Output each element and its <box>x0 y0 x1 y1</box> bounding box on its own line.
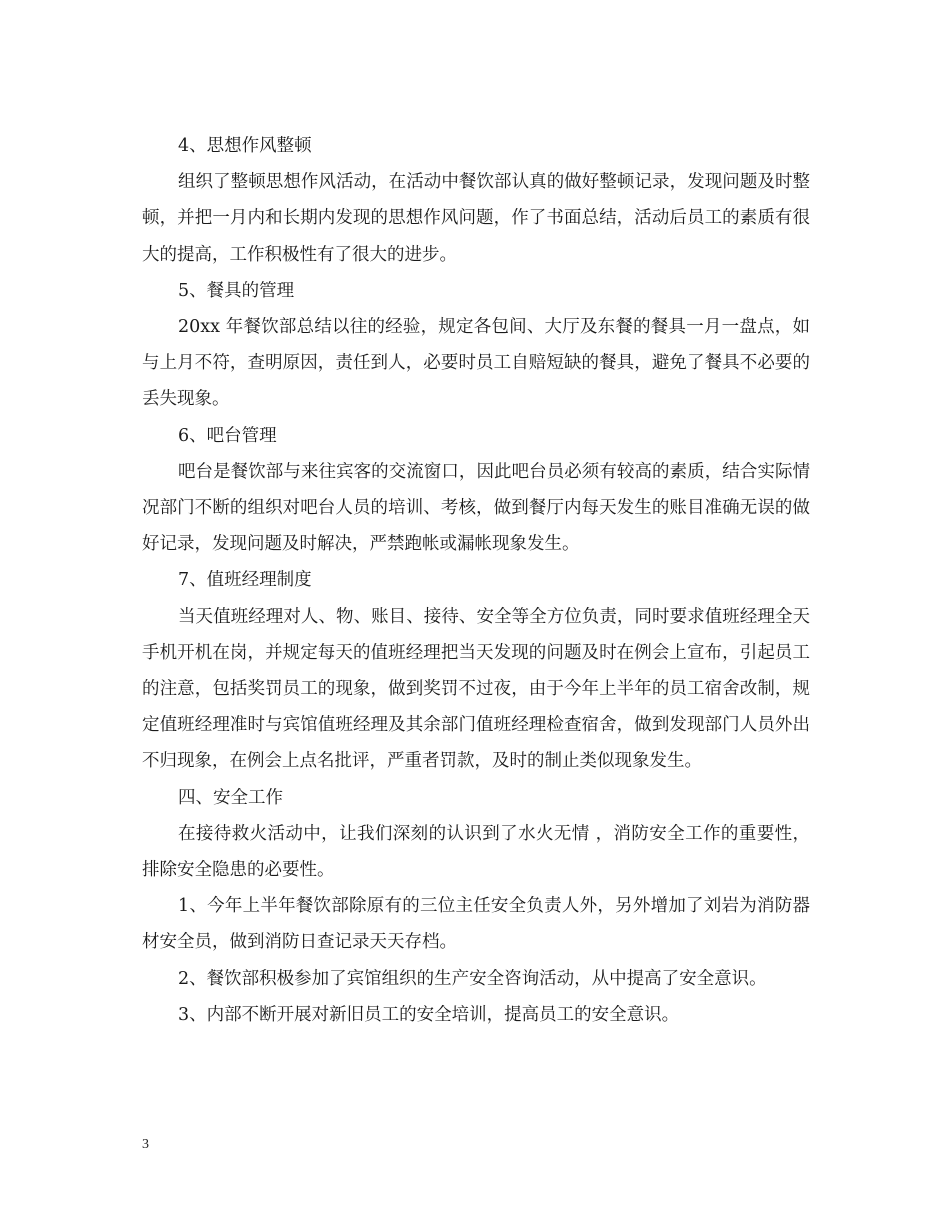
section-heading-safety: 四、安全工作 <box>178 787 283 808</box>
document-body <box>142 128 810 1033</box>
page-number: 3 <box>142 1137 149 1152</box>
paragraph-ideology: 组织了整顿思想作风活动，在活动中餐饮部认真的做好整顿记录，发现问题及时整顿，并把一月内和长期内发现的思想作风问题，作了书面总结，活动后员工的素质有很大的提高，工作积极性有了很大的进步。 <box>142 172 810 265</box>
paragraph-safety-item-1: 1、今年上半年餐饮部除原有的三位主任安全负责人外，另外增加了刘岩为消防器材安全员，做到消防日查记录天天存档。 <box>142 896 810 953</box>
section-heading-bar-counter: 6、吧台管理 <box>178 425 277 446</box>
paragraph-safety-item-3: 3、内部不断开展对新旧员工的安全培训，提高员工的安全意识。 <box>178 1004 680 1025</box>
section-heading-tableware: 5、餐具的管理 <box>178 280 295 301</box>
paragraph-bar-counter: 吧台是餐饮部与来往宾客的交流窗口，因此吧台员必须有较高的素质，结合实际情况部门不断的组织对吧台人员的培训、考核，做到餐厅内每天发生的账目准确无误的做好记录，发现问题及时解决，严禁跑帐或漏帐现象发生。 <box>142 461 810 555</box>
paragraph-tableware: 20xx 年餐饮部总结以往的经验，规定各包间、大厅及东餐的餐具一月一盘点，如与上月不符，查明原因，责任到人，必要时员工自赔短缺的餐具，避免了餐具不必要的丢失现象。 <box>142 317 810 410</box>
section-heading-ideology: 4、思想作风整顿 <box>178 136 312 156</box>
paragraph-safety-item-2: 2、餐饮部积极参加了宾馆组织的生产安全咨询活动，从中提高了安全意识。 <box>178 968 767 989</box>
paragraph-duty-manager: 当天值班经理对人、物、账目、接待、安全等全方位负责，同时要求值班经理全天手机开机在岗，并规定每天的值班经理把当天发现的问题及时在例会上宣布，引起员工的注意，包括奖罚员工的现象，做到奖罚不过夜，由于今年上半年的员工宿舍改制，规定值班经理准时与宾馆值班经理及其余部门值班经理检查宿舍，做到发现部门人员外出不归现象，在例会上点名批评，严重者罚款，及时的制止类似现象发生。 <box>142 606 810 772</box>
section-heading-duty-manager: 7、值班经理制度 <box>178 570 312 591</box>
paragraph-safety-intro: 在接待救火活动中，让我们深刻的认识到了水火无情 ，消防安全工作的重要性，排除安全隐患的必要性。 <box>142 823 810 881</box>
